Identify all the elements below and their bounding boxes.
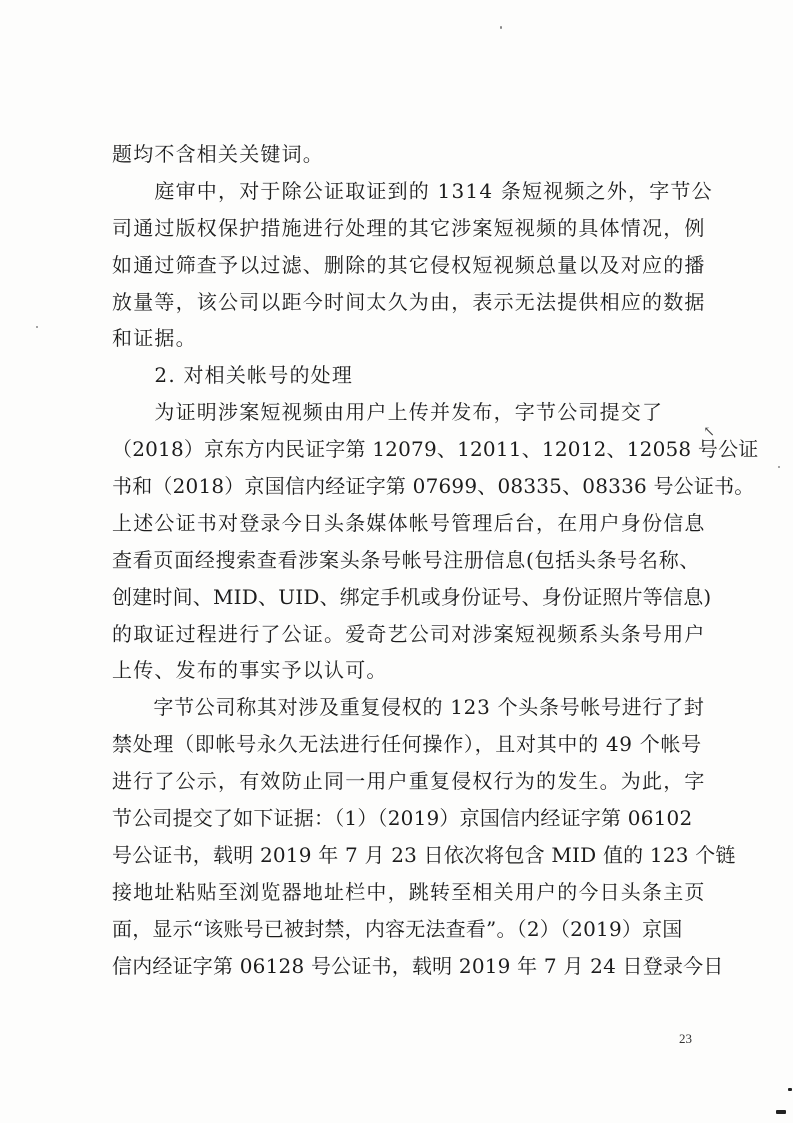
text-line: 创建时间、MID、UID、绑定手机或身份证号、身份证照片等信息)	[112, 584, 712, 609]
text-line: 节公司提交了如下证据：（1）（2019）京国信内经证字第 06102	[112, 806, 693, 831]
text-line: （2018）京东方内民证字第 12079、12011、12012、12058 号公证	[112, 437, 759, 462]
text-line: 上述公证书对登录今日头条媒体帐号管理后台，在用户身份信息	[112, 510, 706, 535]
text-line: 进行了公示，有效防止同一用户重复侵权行为的发生。为此，字	[112, 769, 706, 794]
text-line: 禁处理（即帐号永久无法进行任何操作），且对其中的 49 个帐号	[112, 732, 702, 757]
scan-speck	[500, 26, 502, 29]
text-line: 信内经证字第 06128 号公证书，载明 2019 年 7 月 24 日登录今日	[112, 953, 724, 978]
text-line: 接地址粘贴至浏览器地址栏中，跳转至相关用户的今日头条主页	[112, 879, 706, 904]
text-line: 上传、发布的事实予以认可。	[112, 658, 388, 683]
text-line: 放量等，该公司以距今时间太久为由，表示无法提供相应的数据	[112, 289, 706, 314]
scan-speck	[36, 326, 38, 328]
text-line: 如通过筛查予以过滤、删除的其它侵权短视频总量以及对应的播	[112, 252, 706, 277]
text-line: 书和（2018）京国信内经证字第 07699、08335、08336 号公证书。	[112, 474, 755, 499]
text-line: 面，显示“该账号已被封禁，内容无法查看”。（2）（2019）京国	[112, 916, 683, 941]
text-line: 为证明涉案短视频由用户上传并发布，字节公司提交了	[112, 400, 664, 425]
scan-speck	[778, 466, 780, 468]
margin-mark: ↖	[703, 424, 715, 440]
text-line: 庭审中，对于除公证取证到的 1314 条短视频之外，字节公	[112, 178, 713, 203]
scan-speck	[788, 1088, 792, 1091]
section-heading: 2. 对相关帐号的处理	[112, 363, 354, 388]
text-line: 的取证过程进行了公证。爱奇艺公司对涉案短视频系头条号用户	[112, 621, 706, 646]
page-number: 23	[679, 1031, 692, 1046]
text-line: 号公证书，载明 2019 年 7 月 23 日依次将包含 MID 值的 123 个链	[112, 842, 736, 867]
text-line: 题均不含相关关键词。	[112, 142, 324, 166]
body-text	[112, 136, 759, 984]
text-line: 字节公司称其对涉及重复侵权的 123 个头条号帐号进行了封	[112, 695, 705, 720]
text-line: 和证据。	[112, 326, 197, 351]
text-line: 司通过版权保护措施进行处理的其它涉案短视频的具体情况，例	[112, 215, 706, 240]
scan-speck	[776, 1110, 786, 1114]
text-line: 查看页面经搜索查看涉案头条号帐号注册信息(包括头条号名称、	[112, 547, 701, 572]
